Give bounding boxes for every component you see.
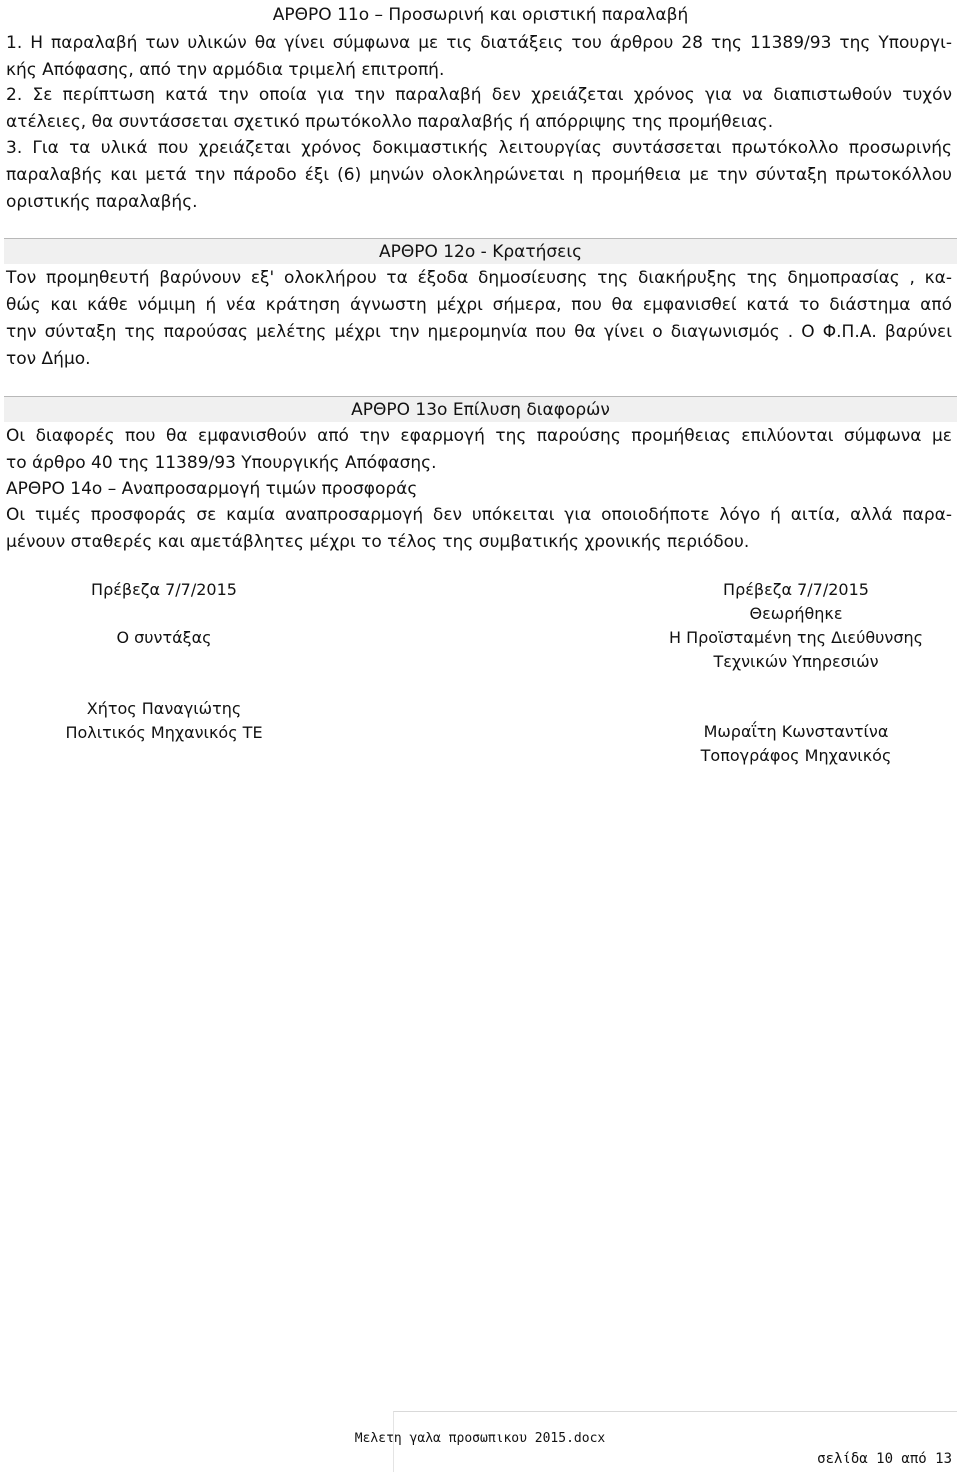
article-12-body — [6, 265, 952, 373]
footer-page-number: σελίδα 10 από 13 — [817, 1451, 952, 1467]
article-13-heading: ΑΡΘΡΟ 13ο Επίλυση διαφορών — [4, 396, 957, 422]
text-line: 1. Η παραλαβή των υλικών θα γίνει σύμφωνα με τις διατάξεις του άρθρου 28 της 11389/93 της Υπουργι- — [6, 33, 952, 53]
article-11-item-1 — [6, 30, 952, 84]
right-signature-date: Πρέβεζα 7/7/2015 — [723, 580, 869, 599]
article-14-body — [6, 502, 952, 556]
article-13-body — [6, 423, 952, 477]
right-signature-role-line-2: Τεχνικών Υπηρεσιών — [713, 652, 879, 671]
left-signature-date: Πρέβεζα 7/7/2015 — [91, 580, 237, 599]
text-line: την σύνταξη της παρούσας μελέτης μέχρι την ημερομηνία που θα γίνει ο διαγωνισμός . Ο Φ.Π.Α. βαρύνει — [6, 322, 952, 342]
text-line: κής Απόφασης, από την αρμόδια τριμελή επιτροπή. — [6, 60, 445, 80]
article-14-heading — [6, 476, 952, 503]
text-line: 3. Για τα υλικά που χρειάζεται χρόνος δοκιμαστικής λειτουργίας συντάσσεται πρωτόκολλο προσωρινής — [6, 138, 952, 158]
left-signature-name: Χήτος Παναγιώτης — [86, 699, 242, 718]
text-line: Οι διαφορές που θα εμφανισθούν από την εφαρμογή της παρούσης προμήθειας επιλύονται σύμφωνα με — [6, 426, 952, 446]
footer-filename: Μελετη γαλα προσωπικου 2015.docx — [354, 1431, 606, 1446]
article-11-item-2 — [6, 82, 952, 136]
text-line: οριστικής παραλαβής. — [6, 192, 198, 212]
left-signature-role: Ο συντάξας — [116, 628, 212, 647]
text-line: Τον προμηθευτή βαρύνουν εξ' ολοκλήρου τα έξοδα δημοσίευσης της διακήρυξης της δημοπρασίας , κα- — [6, 268, 952, 288]
article-11-heading: ΑΡΘΡΟ 11ο – Προσωρινή και οριστική παραλαβή — [272, 5, 689, 25]
text-line: μένουν σταθερές και αμετάβλητες μέχρι το τέλος της συμβατικής χρονικής περιόδου. — [6, 532, 750, 552]
text-line: παραλαβής και μετά την πάροδο έξι (6) μηνών ολοκληρώνεται η προμήθεια με την σύνταξη πρωτοκόλλου — [6, 165, 952, 185]
text-line: θώς και κάθε νόμιμη ή νέα κράτηση άγνωστη μέχρι σήμερα, που θα εμφανισθεί κατά το διάστημα από — [6, 295, 952, 315]
text-line: 2. Σε περίπτωση κατά την οποία για την παραλαβή δεν χρειάζεται χρόνος για να διαπιστωθούν τυχόν — [6, 85, 952, 105]
text-line: ατέλειες, θα συντάσσεται σχετικό πρωτόκολλο παραλαβής ή απόρριψης της προμήθειας. — [6, 112, 774, 132]
right-signature-title: Τοπογράφος Μηχανικός — [700, 746, 892, 765]
article-11-item-3 — [6, 135, 952, 216]
right-signature-name: Μωραΐτη Κωνσταντίνα — [703, 722, 889, 741]
text-line: Οι τιμές προσφοράς σε καμία αναπροσαρμογή δεν υπόκειται για οποιοδήποτε λόγο ή αιτία, αλλά παρα- — [6, 505, 952, 525]
article-12-heading: ΑΡΘΡΟ 12ο - Κρατήσεις — [4, 238, 957, 264]
text-line: το άρθρο 40 της 11389/93 Υπουργικής Απόφασης. — [6, 453, 437, 473]
text-line: ΑΡΘΡΟ 14ο – Αναπροσαρμογή τιμών προσφοράς — [6, 479, 418, 499]
right-signature-role-line-1: Η Προϊσταμένη της Διεύθυνσης — [669, 628, 923, 647]
right-signature-seen: Θεωρήθηκε — [749, 604, 843, 623]
text-line: τον Δήμο. — [6, 349, 91, 369]
left-signature-title: Πολιτικός Μηχανικός ΤΕ — [65, 723, 263, 742]
